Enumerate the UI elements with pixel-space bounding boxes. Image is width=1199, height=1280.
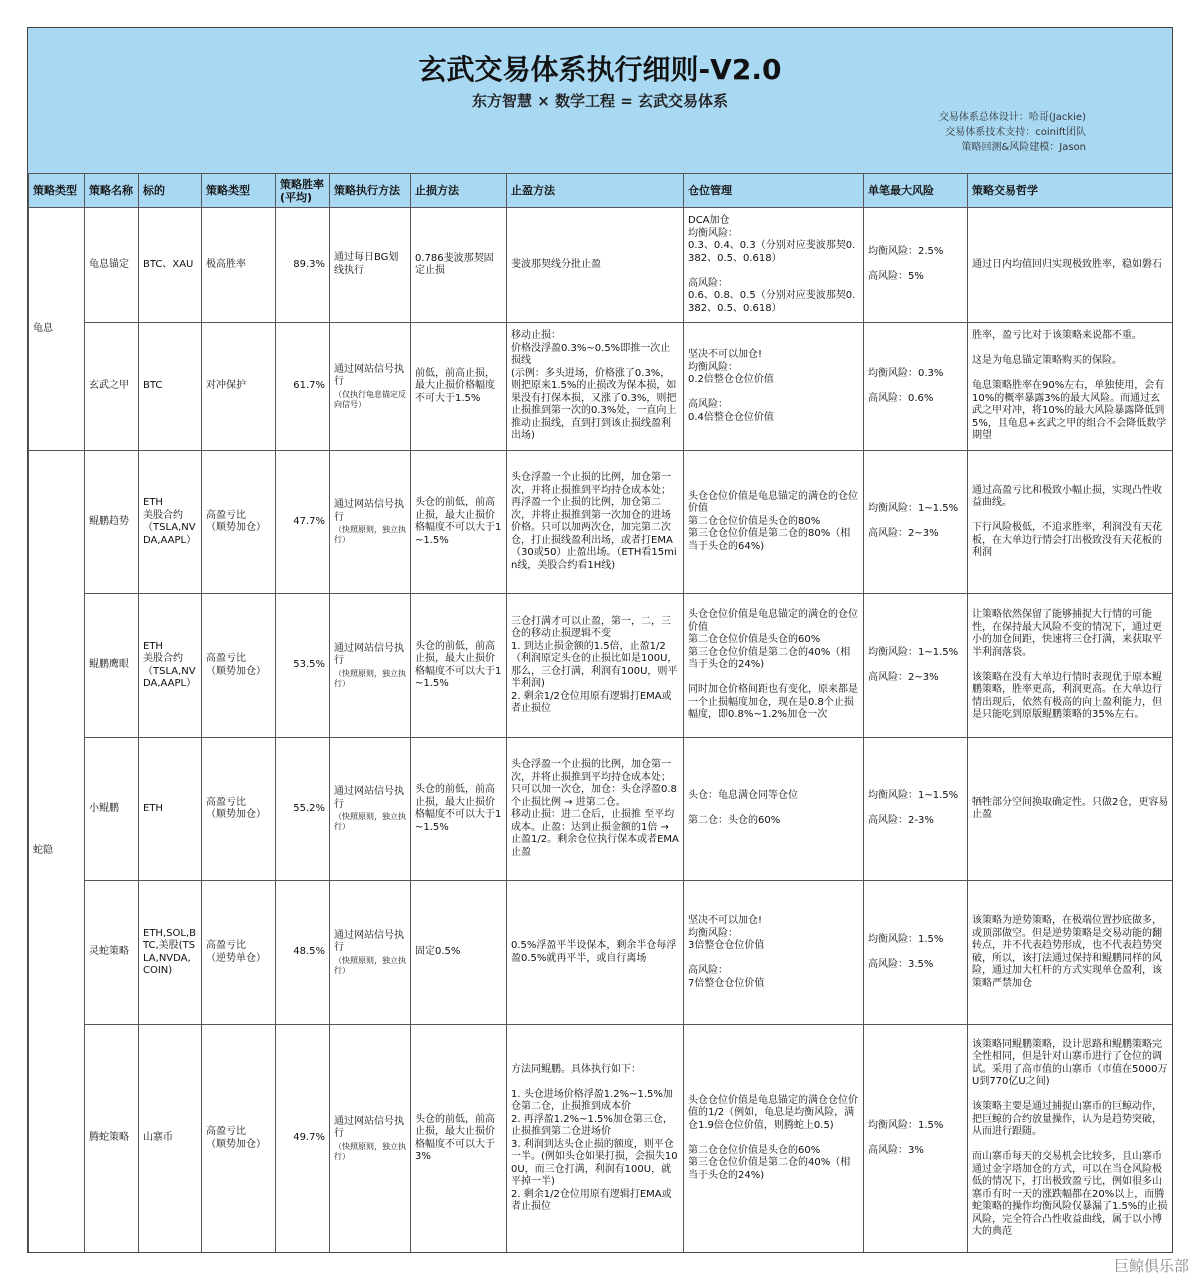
strategy-takeprofit: 0.5%浮盈平半设保本，剩余半仓每浮盈0.5%就再平半，或自行离场 — [507, 881, 684, 1025]
credits — [939, 110, 1086, 155]
strategy-philosophy: 通过日内均值回归实现极致胜率，稳如磐石 — [968, 208, 1174, 323]
strategy-winrate: 55.2% — [276, 738, 330, 881]
strategy-symbol: ETH 美股合约（TSLA,NVDA,AAPL） — [139, 451, 202, 594]
table-row — [29, 738, 1174, 881]
strategy-winrate: 48.5% — [276, 881, 330, 1025]
strategy-stoploss: 0.786斐波那契固定止损 — [411, 208, 507, 323]
strategy-name: 灵蛇策略 — [85, 881, 139, 1025]
strategy-exec: 通过网站信号执行 （快照原则，独立执行） — [330, 738, 411, 881]
strategy-stoploss: 头仓的前低，前高止损，最大止损价格幅度不可以大于1~1.5% — [411, 594, 507, 738]
strategy-risk: 均衡风险：1~1.5% 高风险：2~3% — [864, 594, 968, 738]
col-header-position: 仓位管理 — [684, 174, 864, 208]
strategy-takeprofit: 三仓打满才可以止盈，第一，二，三仓的移动止损逻辑不变 1. 到达止损金额的1.5倍，止盈1/2（利润原定头仓的止损比如是100U，那么，三仓打满，利润有100U，则平半利润) 2. 剩余1/2仓位用原有逻辑打EMA或者止损位 — [507, 594, 684, 738]
strategy-symbol: BTC、XAU — [139, 208, 202, 323]
strategy-winrate: 53.5% — [276, 594, 330, 738]
strategy-risk: 均衡风险：1.5% 高风险：3.5% — [864, 881, 968, 1025]
strategy-position: 坚决不可以加仓! 均衡风险： 3倍整仓仓位价值 高风险： 7倍整仓仓位价值 — [684, 881, 864, 1025]
col-header-category: 策略类型 — [29, 174, 85, 208]
strategy-philosophy: 该策略同鲲鹏策略，设计思路和鲲鹏策略完全性相同，但是针对山寨币进行了仓位的调试。采用了高市值的山寨币（市值在5000万U到770亿U之间) 该策略主要是通过捕捉山寨币的巨鲸动作，把巨鲸的合约放量操作，认为是趋势突破，从而进行跟随。 而山寨币每天的交易机会比较多，且山寨币通过金字塔加仓的方式，可以在当仓风险极低的情况下，打出极致盈亏比，例如很多山寨币有时一天的涨跌幅都在20%以上，而腾蛇策略的操作均衡风险仅暴漏了1.5%的止损风险，完全符合凸性收益曲线，属于以小博大的典范 — [968, 1025, 1174, 1253]
strategy-symbol: 山寨币 — [139, 1025, 202, 1253]
footer-watermark: 巨鲸俱乐部 — [1113, 1257, 1189, 1275]
page-subtitle: 东方智慧 × 数学工程 = 玄武交易体系 — [471, 92, 729, 110]
col-header-takeprofit: 止盈方法 — [507, 174, 684, 208]
strategy-risk: 均衡风险：0.3% 高风险：0.6% — [864, 323, 968, 451]
strategy-takeprofit: 头仓浮盈一个止损的比例，加仓第一次，并将止损推到平均持仓成本处；只可以加一次仓，加仓：头仓浮盈0.8个止损比例 → 进第二仓。 移动止损：进二仓后，止损推 至平均成本。止盈：达到止损金额的1倍 → 止盈1/2。剩余仓位执行保本或者EMA止盈 — [507, 738, 684, 881]
strategy-takeprofit: 头仓浮盈一个止损的比例，加仓第一次，并将止损推到平均持仓成本处； 再浮盈一个止损的比例，加仓第二次，并将止损推到第一次加仓的进场价格。只可以加两次仓，加完第二次仓，打止损线盈利出场，或者打EMA（30或50）止盈出场。（ETH看15min线，美股合约看1H线) — [507, 451, 684, 594]
strategy-stoploss: 头仓的前低，前高止损，最大止损价格幅度不可以大于1~1.5% — [411, 738, 507, 881]
strategy-exec: 通过网站信号执行 （快照原则，独立执行） — [330, 1025, 411, 1253]
strategy-takeprofit: 斐波那契线分批止盈 — [507, 208, 684, 323]
strategy-exec: 通过每日BG划线执行 — [330, 208, 411, 323]
strategy-name: 鲲鹏趋势 — [85, 451, 139, 594]
strategy-stoploss: 头仓的前低，前高止损，最大止损价格幅度不可以大于1~1.5% — [411, 451, 507, 594]
strategy-type: 高盈亏比 （逆势单仓） — [202, 881, 276, 1025]
category-cell: 蛇隐 — [29, 451, 85, 1253]
strategy-symbol: ETH,SOL,BTC,美股(TSLA,NVDA,COIN) — [139, 881, 202, 1025]
strategy-position: 头仓仓位价值是龟息锚定的满仓仓位价值的1/2（例如，龟息是均衡风险，满仓1.9倍仓位价值，则腾蛇上0.5) 第二仓仓位价值是头仓的60% 第三仓仓位价值是第二仓的40%（相当于头仓的24%) — [684, 1025, 864, 1253]
strategy-exec: 通过网站信号执行 （快照原则，独立执行） — [330, 881, 411, 1025]
strategy-type: 对冲保护 — [202, 323, 276, 451]
strategy-takeprofit: 方法同鲲鹏。具体执行如下： 1. 头仓进场价格浮盈1.2%~1.5%加仓第二仓，止损推到成本价 2. 再浮盈1.2%~1.5%加仓第三仓，止损推到第二仓进场价 3. 利润到达头仓止损的额度，则平仓一半。(例如头仓如果打损，会损失100U，而三仓打满，利润有100U，就平掉一半) 2. 剩余1/2仓位用原有逻辑打EMA或者止损位 — [507, 1025, 684, 1253]
col-header-stoploss: 止损方法 — [411, 174, 507, 208]
strategy-position: 头仓：龟息满仓同等仓位 第二仓：头仓的60% — [684, 738, 864, 881]
table-row — [29, 881, 1174, 1025]
strategy-name: 鲲鹏鹰眼 — [85, 594, 139, 738]
strategy-type: 高盈亏比 （顺势加仓） — [202, 451, 276, 594]
strategy-philosophy: 牺牲部分空间换取确定性。只做2仓，更容易止盈 — [968, 738, 1174, 881]
strategy-risk: 均衡风险：1.5% 高风险：3% — [864, 1025, 968, 1253]
strategy-position: DCA加仓 均衡风险： 0.3、0.4、0.3（分别对应斐波那契0.382、0.5、0.618） 高风险： 0.6、0.8、0.5（分别对应斐波那契0.382、0.5、0.618） — [684, 208, 864, 323]
col-header-winrate: 策略胜率(平均) — [276, 174, 330, 208]
category-cell: 龟息 — [29, 208, 85, 451]
table-row — [29, 1025, 1174, 1253]
strategy-philosophy: 胜率，盈亏比对于该策略来说都不重。 这是为龟息锚定策略购买的保险。 龟息策略胜率在90%左右，单独使用，会有10%的概率暴露3%的最大风险。而通过玄武之甲对冲，将10%的最大风险暴露降低到5%，且龟息+玄武之甲的组合不会降低数学期望 — [968, 323, 1174, 451]
strategy-winrate: 61.7% — [276, 323, 330, 451]
strategy-name: 龟息锚定 — [85, 208, 139, 323]
table-header-row — [29, 174, 1174, 208]
strategy-stoploss: 前低，前高止损，最大止损价格幅度不可大于1.5% — [411, 323, 507, 451]
strategy-name: 小鲲鹏 — [85, 738, 139, 881]
strategy-name: 玄武之甲 — [85, 323, 139, 451]
credit-line: 策略回测&风险建模：Jason — [961, 142, 1086, 153]
strategy-winrate: 49.7% — [276, 1025, 330, 1253]
title-banner — [28, 28, 1172, 174]
strategy-exec: 通过网站信号执行 （仅执行龟息锚定反向信号） — [330, 323, 411, 451]
strategy-exec: 通过网站信号执行 （快照原则，独立执行） — [330, 451, 411, 594]
col-header-exec: 策略执行方法 — [330, 174, 411, 208]
col-header-philosophy: 策略交易哲学 — [968, 174, 1174, 208]
strategy-winrate: 89.3% — [276, 208, 330, 323]
strategy-risk: 均衡风险：2.5% 高风险：5% — [864, 208, 968, 323]
strategy-philosophy: 通过高盈亏比和极致小幅止损，实现凸性收益曲线。 下行风险极低，不追求胜率，利润没有天花板，在大单边行情会打出极致没有天花板的利润 — [968, 451, 1174, 594]
credit-line: 交易体系技术支持：coinift团队 — [945, 127, 1086, 138]
strategy-type: 高盈亏比 （顺势加仓） — [202, 738, 276, 881]
strategy-type: 极高胜率 — [202, 208, 276, 323]
strategy-winrate: 47.7% — [276, 451, 330, 594]
credit-line: 交易体系总体设计：哈哥(Jackie) — [938, 112, 1086, 123]
col-header-name: 策略名称 — [85, 174, 139, 208]
strategy-philosophy: 让策略依然保留了能够捕捉大行情的可能性，在保持最大风险不变的情况下，通过更小的加仓间距，快速将三仓打满，来获取平半利润落袋。 该策略在没有大单边行情时表现优于原本鲲鹏策略，胜率更高，利润更高。在大单边行情出现后，依然有极高的向上盈利能力，但是只能吃到原版鲲鹏策略的35%左右。 — [968, 594, 1174, 738]
table-row — [29, 451, 1174, 594]
col-header-symbol: 标的 — [139, 174, 202, 208]
strategy-exec: 通过网站信号执行 （快照原则，独立执行） — [330, 594, 411, 738]
page-title: 玄武交易体系执行细则-V2.0 — [418, 53, 782, 86]
strategy-symbol: BTC — [139, 323, 202, 451]
strategy-symbol: ETH — [139, 738, 202, 881]
table-row — [29, 208, 1174, 323]
strategy-symbol: ETH 美股合约（TSLA,NVDA,AAPL） — [139, 594, 202, 738]
strategy-risk: 均衡风险：1~1.5% 高风险：2-3% — [864, 738, 968, 881]
strategy-type: 高盈亏比 （顺势加仓） — [202, 1025, 276, 1253]
strategy-philosophy: 该策略为逆势策略，在极端位置抄底做多，或顶部做空。但是逆势策略是交易动能的翻转点，并不代表趋势形成，也不代表趋势突破，所以，该打法通过保持和鲲鹏同样的风险，通过加大杠杆的方式实现单仓盈利，该策略严禁加仓 — [968, 881, 1174, 1025]
strategy-stoploss: 固定0.5% — [411, 881, 507, 1025]
strategy-position: 坚决不可以加仓! 均衡风险： 0.2倍整仓仓位价值 高风险： 0.4倍整仓仓位价值 — [684, 323, 864, 451]
strategy-name: 腾蛇策略 — [85, 1025, 139, 1253]
table-row — [29, 594, 1174, 738]
col-header-type: 策略类型 — [202, 174, 276, 208]
strategy-sheet — [27, 27, 1173, 1253]
strategy-takeprofit: 移动止损： 价格没浮盈0.3%~0.5%即推一次止损线 (示例：多头进场，价格涨了0.3%，则把原来1.5%的止损改为保本损，如果没有打保本损，又涨了0.3%，则把止损推到第一次的0.3%处，一直向上推动止损线，直到打到该止损线盈利出场) — [507, 323, 684, 451]
col-header-risk: 单笔最大风险 — [864, 174, 968, 208]
strategy-position: 头仓仓位价值是龟息锚定的满仓的仓位价值 第二仓仓位价值是头仓的60% 第三仓仓位价值是第二仓的40%（相当于头仓的24%) 同时加仓价格间距也有变化，原来都是一个止损幅度加仓，现在是0.8个止损幅度，即0.8%~1.2%加仓一次 — [684, 594, 864, 738]
strategy-table — [28, 173, 1173, 1253]
strategy-stoploss: 头仓的前低，前高止损，最大止损价格幅度不可以大于3% — [411, 1025, 507, 1253]
table-row — [29, 323, 1174, 451]
strategy-position: 头仓仓位价值是龟息锚定的满仓的仓位价值 第二仓仓位价值是头仓的80% 第三仓仓位价值是第二仓的80%（相当于头仓的64%) — [684, 451, 864, 594]
strategy-type: 高盈亏比 （顺势加仓） — [202, 594, 276, 738]
strategy-risk: 均衡风险：1~1.5% 高风险：2~3% — [864, 451, 968, 594]
